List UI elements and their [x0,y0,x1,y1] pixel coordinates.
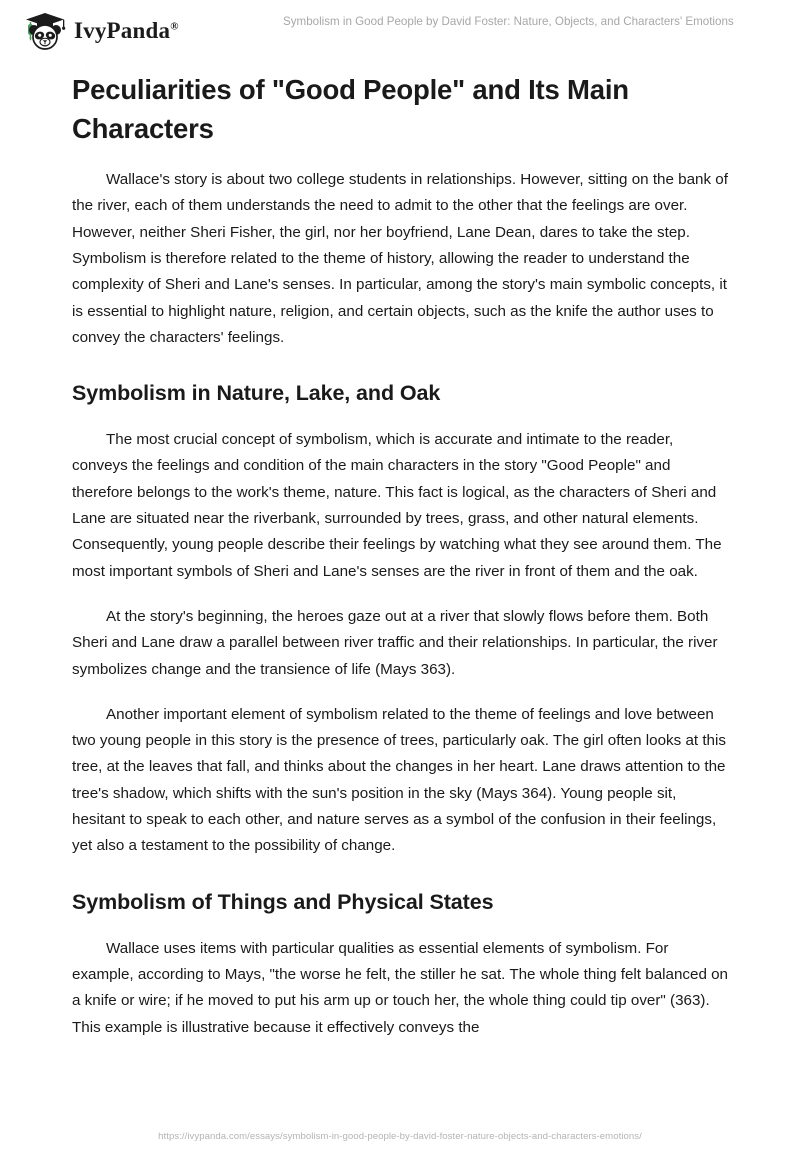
brand-logo-link[interactable] [22,10,179,50]
paragraph: Wallace's story is about two college students in relationships. However, sitting on the bank of the river, each of them understands the need to admit to the other that the feelings are over. However, neither Sheri Fisher, the girl, nor her boyfriend, Lane Dean, dares to take the step. Symbolism is therefore related to the theme of history, allowing the reader to understand the complexity of Sheri and Lane's senses. In particular, among the story's main symbolic concepts, it is essential to highlight nature, religion, and certain objects, such as the knife the author uses to convey the characters' feelings. [72,171,728,346]
paragraph: Wallace uses items with particular qualities as essential elements of symbolism. For example, according to Mays, "the worse he felt, the stiller he sat. The whole thing felt balanced on a knife or wire; if he moved to put his arm up or touch her, the whole thing could tip over" (363). This example is illustrative because it effectively conveys the [72,939,729,1036]
section-heading-nature: Symbolism in Nature, Lake, and Oak [72,381,441,406]
brand-name [74,19,179,42]
page-title: Peculiarities of "Good People" and Its Main Characters [72,74,629,145]
running-header-title: Symbolism in Good People by David Foster: Nature, Objects, and Characters' Emotions [283,15,734,28]
registered-trademark-icon: ® [170,19,179,32]
paragraph: Another important element of symbolism related to the theme of feelings and love between two young people in this story is the presence of trees, particularly oak. The girl often looks at this tree, at the leaves that fall, and thinks about the changes in her heart. Lane draws attention to the tree's shadow, which shifts with the sun's position in the sky (Mays 364). Young people sit, hesitant to speak to each other, and nature serves as a symbol of the confusion in their feelings, yet also a testament to the possibility of change. [72,705,726,855]
page-footer [0,1126,800,1144]
page-header [0,0,800,58]
brand-name-text: IvyPanda [74,17,171,43]
section-heading-things: Symbolism of Things and Physical States [72,889,494,914]
source-url-link[interactable]: https://ivypanda.com/essays/symbolism-in-good-people-by-david-foster-nature-objects-and-characters-emotions/ [158,1131,642,1142]
article-body [72,70,728,1041]
paragraph: At the story's beginning, the heroes gaze out at a river that slowly flows before them. Both Sheri and Lane draw a parallel between river traffic and their relationships. In particular, the river symbolizes change and the transience of life (Mays 363). [72,607,718,678]
paragraph: The most crucial concept of symbolism, which is accurate and intimate to the reader, conveys the feelings and condition of the main characters in the story "Good People" and therefore belongs to the work's theme, nature. This fact is logical, as the characters of Sheri and Lane are situated near the riverbank, surrounded by trees, grass, and other natural elements. Consequently, young people describe their feelings by watching what they see around them. The most important symbols of Sheri and Lane's senses are the river in front of them and the oak. [72,431,722,580]
panda-graduate-logo-icon [22,10,68,50]
